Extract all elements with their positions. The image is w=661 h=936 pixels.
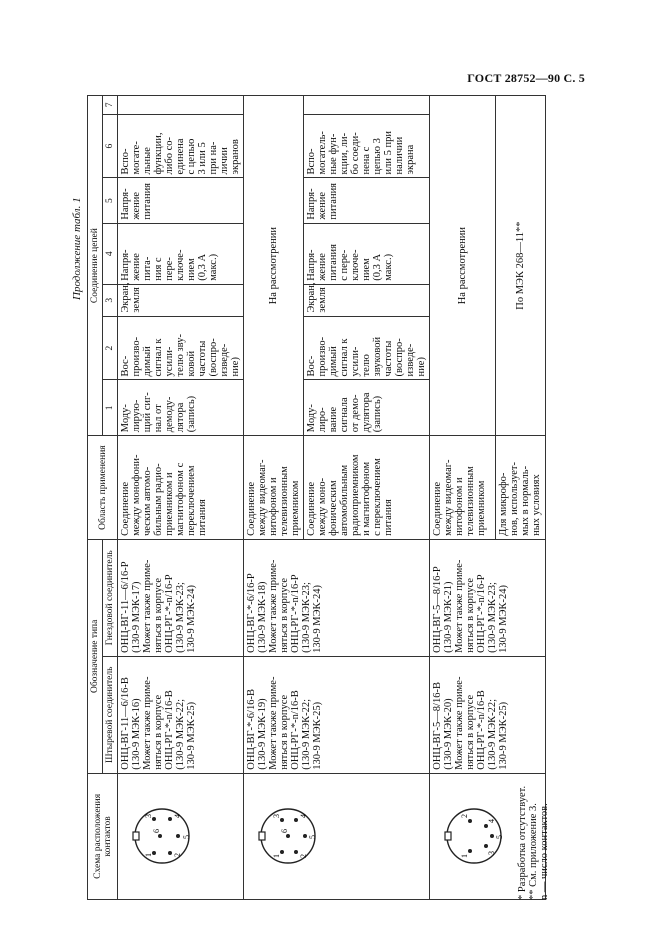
header-num: 5 — [103, 178, 118, 223]
note: * Разработка отсутствует. — [517, 785, 528, 900]
circuit-2: Вос- произво- димый сигнал к усили- телю звуковой частоты (воспро- изведе- ние) — [304, 316, 430, 380]
pin-label: 1 — [460, 854, 469, 859]
circuit-7 — [304, 96, 430, 115]
header-num: 4 — [103, 223, 118, 284]
application-area: Соединение между видеомаг- нитофоном и телевизионным приемником — [430, 436, 496, 540]
header-num: 3 — [103, 284, 118, 316]
header-circuits: Соединение цепей — [88, 96, 103, 436]
under-review: На рассмотрении — [430, 96, 496, 436]
header-pin: Штыревой соединитель — [103, 656, 118, 773]
table-notes — [517, 786, 550, 900]
application-area: Соединение между монофони- ческим автомо- бильным радио- приемником и магнитофоном с переключением питания — [118, 436, 244, 540]
standard-reference: По МЭК 268—11** — [496, 96, 546, 436]
table-row — [430, 96, 496, 900]
note: ** См. приложение 3. — [528, 803, 539, 900]
circuit-1: Моду- лиро- вание сигнала от демо- дулятора (запись) — [304, 380, 430, 436]
circuit-5: Напря- жение питания — [304, 178, 430, 223]
pin-label: 2 — [299, 854, 308, 859]
pin-label: 1 — [144, 853, 153, 858]
application-area: Для микрофо- нов, использует- мых в нормаль- ных условиях — [496, 436, 546, 540]
pin-label: 5 — [182, 835, 191, 840]
circuit-3: Экран, земля — [118, 284, 244, 316]
pin-layout-diagram — [132, 806, 192, 866]
pin-label: 4 — [299, 814, 308, 819]
socket-connector: ОНЦ-ВГ-*-6/16-Р (130-9 МЭК-18) Может также приме- няться в корпусе ОНЦ-РГ-*-n/16-Р (130-9 МЭК-23; 130-9 МЭК-24) — [244, 539, 430, 656]
pin-label: 3 — [272, 814, 281, 819]
table-row — [118, 96, 244, 900]
header-area: Область применения — [88, 436, 118, 540]
pin-label: 2 — [460, 814, 469, 819]
pin-label: 2 — [173, 853, 182, 858]
pin-layout-diagram — [444, 806, 504, 866]
pin-label: 5 — [495, 835, 504, 840]
circuit-5: Напря- жение питания — [118, 178, 244, 223]
header-num: 1 — [103, 380, 118, 436]
pin-label: 6 — [152, 829, 161, 834]
socket-connector: ОНЦ-ВГ-5—8/16-Р (130-9 МЭК-21) Может также приме- няться в корпусе ОНЦ-РГ-*-n/16-Р (130-9 МЭК-23; 130-9 МЭК-24) — [430, 539, 546, 656]
circuit-2: Вос- произво- димый сигнал к усили- телю зву- ковой частоты (воспро- изведе- ние) — [118, 316, 244, 380]
circuit-4: Напря- жение пита- ния с пере- ключе- нием (0,3 А макс.) — [118, 223, 244, 284]
pin-label: 4 — [173, 814, 182, 819]
page-header: ГОСТ 28752—90 С. 5 — [467, 71, 585, 85]
pin-connector: ОНЦ-ВГ-*-6/16-В (130-9 МЭК-19) Может также приме- няться в корпусе ОНЦ-РГ-*-n/16-В (130-9 МЭК-22; 130-9 МЭК-25) — [244, 656, 430, 773]
under-review: На рассмотрении — [244, 96, 304, 436]
header-socket: Гнездовой соединитель — [103, 539, 118, 656]
application-area: Соединение между видеомаг- нитофоном и телевизионным приемником — [244, 436, 304, 540]
pin-diagram-cell — [118, 773, 244, 899]
connector-table — [87, 95, 546, 900]
pin-label: 1 — [272, 854, 281, 859]
pin-label: 4 — [487, 819, 496, 824]
rotated-page-content — [71, 95, 595, 900]
circuit-4: Напря- жение питания с пере- ключе- нием (0,3 А макс.) — [304, 223, 430, 284]
pin-connector: ОНЦ-ВГ-5—8/16-В (130-9 МЭК-20) Может также приме- няться в корпусе ОНЦ-РГ-*-n/16-В (130-9 МЭК-22; 130-9 МЭК-25) — [430, 656, 546, 773]
application-area: Соединение между моно- фоническим автомобильным радиоприемником и магнитофоном с переключением питания — [304, 436, 430, 540]
circuit-7 — [118, 96, 244, 115]
header-num: 2 — [103, 316, 118, 380]
circuit-3: Экран, земля — [304, 284, 430, 316]
header-num: 7 — [103, 96, 118, 115]
pin-layout-diagram — [258, 806, 318, 866]
socket-connector: ОНЦ-ВГ-11—6/16-Р (130-9 МЭК-17) Может также приме- няться в корпусе ОНЦ-РГ-*-n/16-Р (130-9 МЭК-23; 130-9 МЭК-24) — [118, 539, 244, 656]
header-designation: Обозначение типа — [88, 539, 103, 773]
table-caption: Продолжение табл. 1 — [71, 197, 83, 300]
pin-label: 6 — [280, 829, 289, 834]
pin-label: 3 — [487, 851, 496, 856]
pin-connector: ОНЦ-ВГ-11—6/16-В (130-9 МЭК-16) Может также приме- няться в корпусе ОНЦ-РГ-*-n/16-В (130-9 МЭК-22; 130-9 МЭК-25) — [118, 656, 244, 773]
circuit-6: Вспо- могате- льные функции, либо со- единена с цепью 3 или 5 при на- личии экранов — [118, 114, 244, 178]
circuit-6: Вспо- могатель- ные фун- кции, ли- бо соеди- нена с цепью 3 или 5 при наличии экрана — [304, 114, 430, 178]
pin-label: 5 — [308, 835, 317, 840]
pin-diagram-cell — [244, 773, 430, 899]
header-scheme: Схема расположения контактов — [88, 773, 118, 899]
circuit-1: Моду- лирую- щий сиг- нал от демоду- лятора (запись) — [118, 380, 244, 436]
table-row — [244, 96, 304, 900]
note: n — число контактов. — [539, 803, 550, 900]
pin-label: 3 — [144, 814, 153, 819]
header-num: 6 — [103, 114, 118, 178]
